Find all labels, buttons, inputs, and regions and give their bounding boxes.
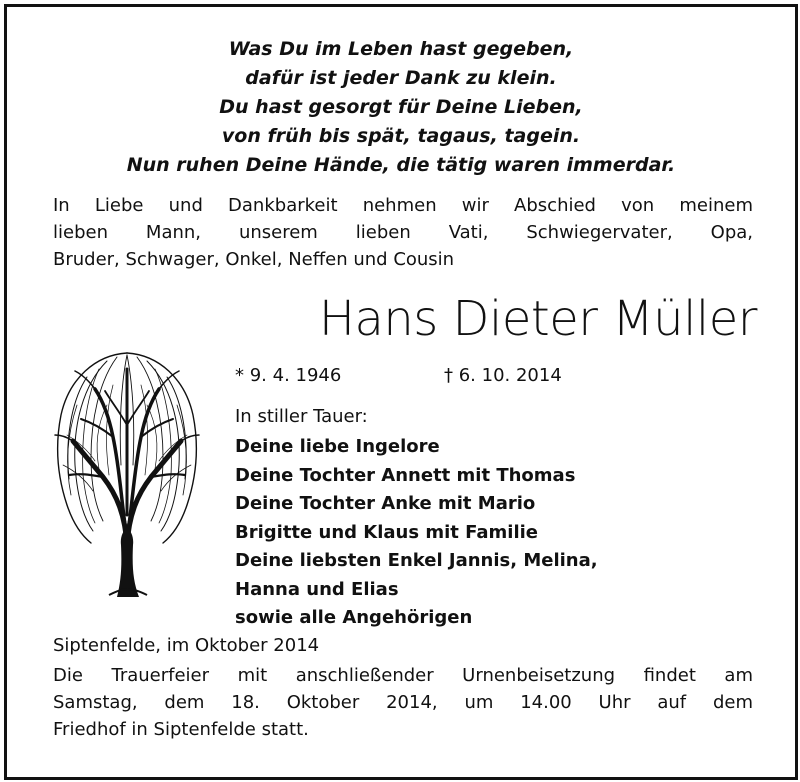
mourner-line: sowie alle Angehörigen bbox=[235, 607, 473, 628]
birth-date: * 9. 4. 1946 bbox=[235, 365, 342, 386]
poem-line: dafür ist jeder Dank zu klein. bbox=[245, 67, 557, 89]
mourner-line: Deine liebsten Enkel Jannis, Melina, bbox=[235, 550, 598, 571]
place-date: Siptenfelde, im Oktober 2014 bbox=[53, 635, 320, 656]
deceased-name: Hans Dieter Müller bbox=[318, 291, 757, 347]
tree-icon bbox=[47, 345, 207, 597]
mourner-line: Brigitte und Klaus mit Familie bbox=[235, 521, 539, 543]
mourner-line: Deine Tochter Annett mit Thomas bbox=[235, 464, 576, 486]
obituary-content bbox=[7, 7, 795, 777]
death-date: † 6. 10. 2014 bbox=[444, 365, 562, 386]
funeral-line: Die Trauerfeier mit anschließender Urnenbeisetzung findet am bbox=[53, 665, 753, 686]
mourners-list bbox=[235, 433, 598, 633]
intro-line: In Liebe und Dankbarkeit nehmen wir Abschied von meinem bbox=[53, 195, 753, 216]
poem-line: von früh bis spät, tagaus, tagein. bbox=[221, 125, 581, 147]
intro-line: lieben Mann, unserem lieben Vati, Schwiegervater, Opa, bbox=[53, 222, 753, 243]
poem-line: Nun ruhen Deine Hände, die tätig waren immerdar. bbox=[126, 154, 676, 176]
poem-line: Was Du im Leben hast gegeben, bbox=[228, 38, 574, 60]
mourner-line: Deine liebe Ingelore bbox=[235, 436, 440, 457]
mourning-label: In stiller Tauer: bbox=[235, 406, 368, 427]
intro-line: Bruder, Schwager, Onkel, Neffen und Cousin bbox=[53, 249, 455, 270]
mourner-line: Deine Tochter Anke mit Mario bbox=[235, 493, 536, 514]
funeral-line: Friedhof in Siptenfelde statt. bbox=[53, 719, 309, 740]
funeral-notice bbox=[53, 662, 753, 743]
poem-line: Du hast gesorgt für Deine Lieben, bbox=[219, 96, 583, 118]
obituary-frame bbox=[4, 4, 798, 780]
intro-text bbox=[53, 192, 753, 273]
mourner-line: Hanna und Elias bbox=[235, 578, 399, 600]
poem bbox=[7, 35, 795, 180]
funeral-line: Samstag, dem 18. Oktober 2014, um 14.00 Uhr auf dem bbox=[53, 692, 753, 713]
